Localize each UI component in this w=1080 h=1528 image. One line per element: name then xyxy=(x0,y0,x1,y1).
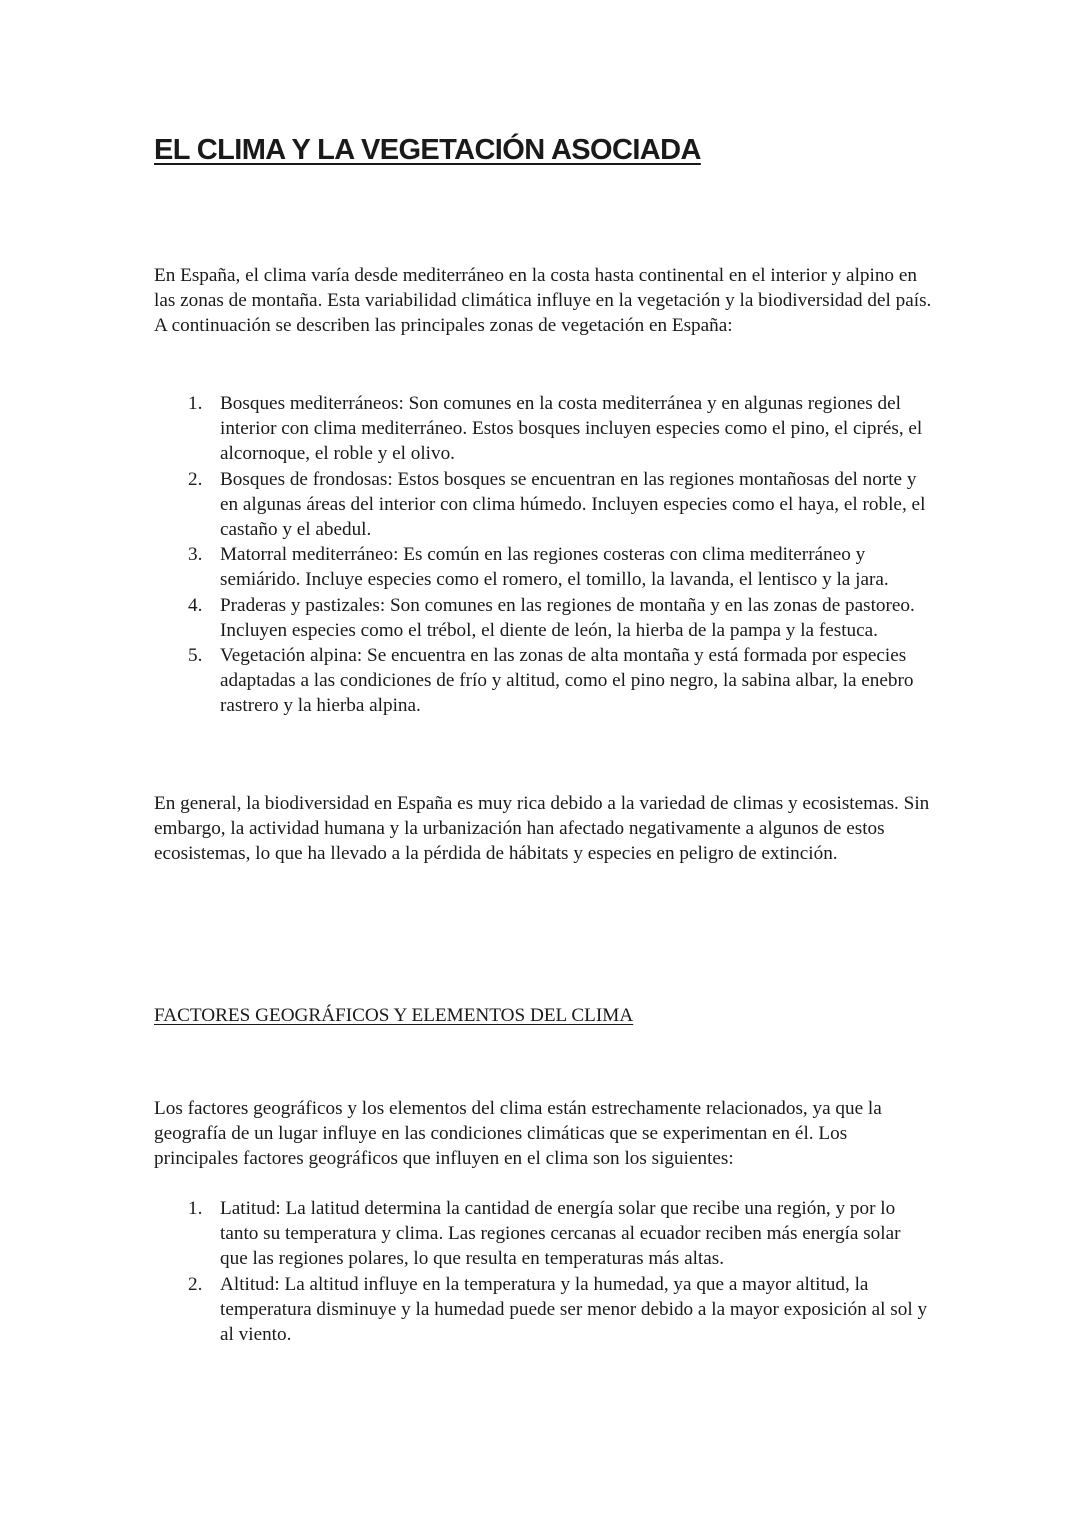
page-title: EL CLIMA Y LA VEGETACIÓN ASOCIADA xyxy=(154,134,701,166)
list-item-number: 4. xyxy=(188,594,203,616)
section-title: FACTORES GEOGRÁFICOS Y ELEMENTOS DEL CLIMA xyxy=(154,1005,634,1026)
list-item xyxy=(154,643,932,719)
list-item-text: Altitud: La altitud influye en la temperatura y la humedad, ya que a mayor altitud, la temperatura disminuye y la humedad puede ser menor debido a la mayor exposición al sol y al viento. xyxy=(220,1273,928,1346)
intro-paragraph: En España, el clima varía desde mediterráneo en la costa hasta continental en el interior y alpino en las zonas de montaña. Esta variabilidad climática influye en la vegetación y la biodiversidad del país. A continuación se describen las principales zonas de vegetación en España: xyxy=(154,265,932,337)
list-item-number: 2. xyxy=(188,1273,203,1295)
list-item xyxy=(154,391,932,467)
list-item-number: 1. xyxy=(188,393,203,414)
list-item-text: Vegetación alpina: Se encuentra en las zonas de alta montaña y está formada por especies adaptadas a las condiciones de frío y altitud, como el pino negro, la sabina albar, la enebro rastrero y la hierba alpina. xyxy=(220,645,914,717)
list-item-text: Matorral mediterráneo: Es común en las regiones costeras con clima mediterráneo y semiárido. Incluye especies como el romero, el tomillo, la lavanda, el lentisco y la jara. xyxy=(220,544,889,591)
conclusion-paragraph: En general, la biodiversidad en España es muy rica debido a la variedad de climas y ecosistemas. Sin embargo, la actividad humana y la urbanización han afectado negativamente a algunos de estos ecosistemas, lo que ha llevado a la pérdida de hábitats y especies en peligro de extinción. xyxy=(154,793,930,865)
list-item-text: Latitud: La latitud determina la cantidad de energía solar que recibe una región, y por lo tanto su temperatura y clima. Las regiones cercanas al ecuador reciben más energía solar que las regiones polares, lo que resulta en temperaturas más altas. xyxy=(220,1198,901,1270)
list-item xyxy=(154,593,932,643)
vegetation-list xyxy=(154,391,932,719)
list-item-number: 5. xyxy=(188,645,203,667)
section2-intro-paragraph: Los factores geográficos y los elementos del clima están estrechamente relacionados, ya que la geografía de un lugar influye en las condiciones climáticas que se experimentan en él. Los principales factores geográficos que influyen en el clima son los siguientes: xyxy=(154,1098,882,1170)
list-item xyxy=(154,542,932,592)
list-item xyxy=(154,467,932,543)
list-item-number: 3. xyxy=(188,544,203,566)
factors-list xyxy=(154,1196,932,1347)
list-item xyxy=(154,1196,932,1272)
list-item-number: 2. xyxy=(188,468,203,490)
list-item-text: Bosques de frondosas: Estos bosques se encuentran en las regiones montañosas del norte y en algunas áreas del interior con clima húmedo. Incluyen especies como el haya, el roble, el castaño y el abedul. xyxy=(220,468,926,541)
list-item-text: Praderas y pastizales: Son comunes en las regiones de montaña y en las zonas de pastoreo. Incluyen especies como el trébol, el diente de león, la hierba de la pampa y la festuca. xyxy=(220,594,915,641)
list-item-text: Bosques mediterráneos: Son comunes en la costa mediterránea y en algunas regiones del interior con clima mediterráneo. Estos bosques incluyen especies como el pino, el ciprés, el alcornoque, el roble y el olivo. xyxy=(220,393,923,465)
list-item xyxy=(154,1272,932,1348)
list-item-number: 1. xyxy=(188,1198,203,1219)
